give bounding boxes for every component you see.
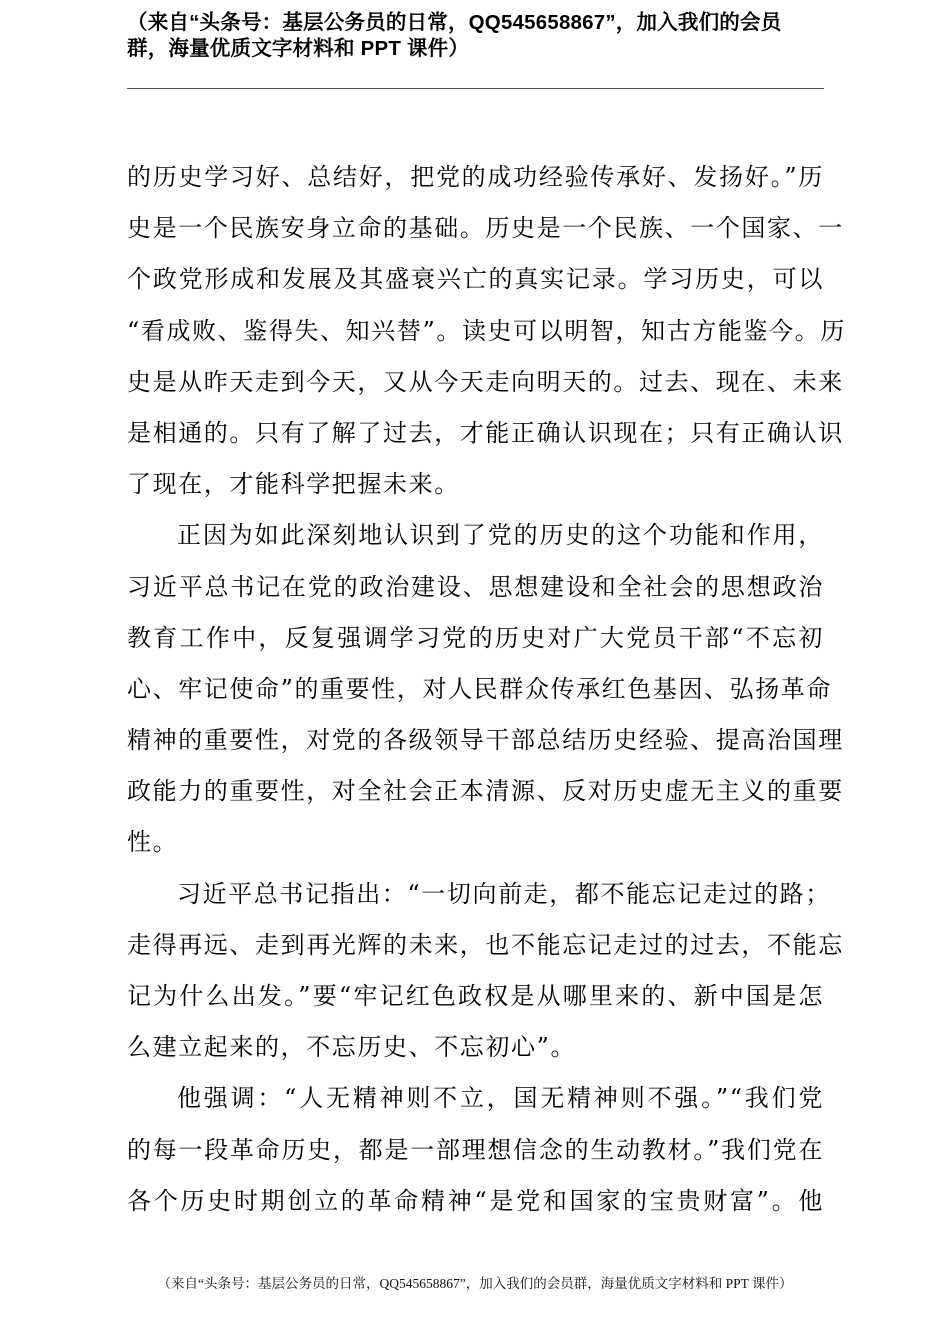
- text-line: 的每一段革命历史，都是一部理想信念的生动教材。”我们党在: [127, 1135, 824, 1164]
- text-line: 习近平总书记指出：“一切向前走，都不能忘记走过的路；: [177, 879, 831, 908]
- text-line: 是相通的。只有了解了过去，才能正确认识现在；只有正确认识: [127, 418, 844, 447]
- text-line: 的历史学习好、总结好，把党的成功经验传承好、发扬好。”历: [127, 163, 824, 191]
- paragraph-4: [127, 1073, 824, 1227]
- text-line: 性。: [127, 828, 179, 857]
- document-body: [127, 152, 846, 1227]
- text-line: 了现在，才能科学把握未来。: [127, 470, 460, 499]
- text-line: 么建立起来的，不忘历史、不忘初心”。: [127, 1033, 577, 1062]
- text-line: 史是一个民族安身立命的基础。历史是一个民族、一个国家、一: [127, 214, 844, 243]
- text-line: 政能力的重要性，对全社会正本清源、反对历史虚无主义的重要: [127, 777, 844, 806]
- page-footer: （来自“头条号：基层公务员的日常，QQ545658867”，加入我们的会员群，海量优质文字材料和 PPT 课件）: [157, 1276, 793, 1291]
- paragraph-3: [127, 869, 844, 1074]
- header-line-1: （来自“头条号：基层公务员的日常，QQ545658867”，加入我们的会员: [127, 11, 782, 34]
- text-line: 习近平总书记在党的政治建设、思想建设和全社会的思想政治: [127, 572, 824, 601]
- text-line: 史是从昨天走到今天，又从今天走向明天的。过去、现在、未来: [127, 367, 844, 396]
- text-line: 心、牢记使命”的重要性，对人民群众传承红色基因、弘扬革命: [127, 674, 833, 703]
- header-line-2: 群，海量优质文字材料和 PPT 课件）: [127, 37, 470, 60]
- text-line: 记为什么出发。”要“牢记红色政权是从哪里来的、新中国是怎: [127, 982, 824, 1010]
- text-line: 教育工作中，反复强调学习党的历史对广大党员干部“不忘初: [127, 623, 824, 652]
- header-divider: [127, 88, 824, 89]
- text-line: 正因为如此深刻地认识到了党的历史的这个功能和作用，: [177, 521, 824, 550]
- page-header: [127, 10, 827, 62]
- text-line: 精神的重要性，对党的各级领导干部总结历史经验、提高治国理: [127, 726, 844, 755]
- text-line: 个政党形成和发展及其盛衰兴亡的真实记录。学习历史，可以: [127, 265, 824, 294]
- text-line: 各个历史时期创立的革命精神“是党和国家的宝贵财富”。他: [127, 1186, 824, 1215]
- paragraph-1: [127, 152, 846, 510]
- paragraph-2: [127, 510, 844, 868]
- text-line: “看成败、鉴得失、知兴替”。读史可以明智，知古方能鉴今。历: [127, 316, 846, 345]
- text-line: 走得再远、走到再光辉的未来，也不能忘记走过的过去，不能忘: [127, 930, 844, 959]
- text-line: 他强调：“人无精神则不立，国无精神则不强。”“我们党: [177, 1084, 824, 1113]
